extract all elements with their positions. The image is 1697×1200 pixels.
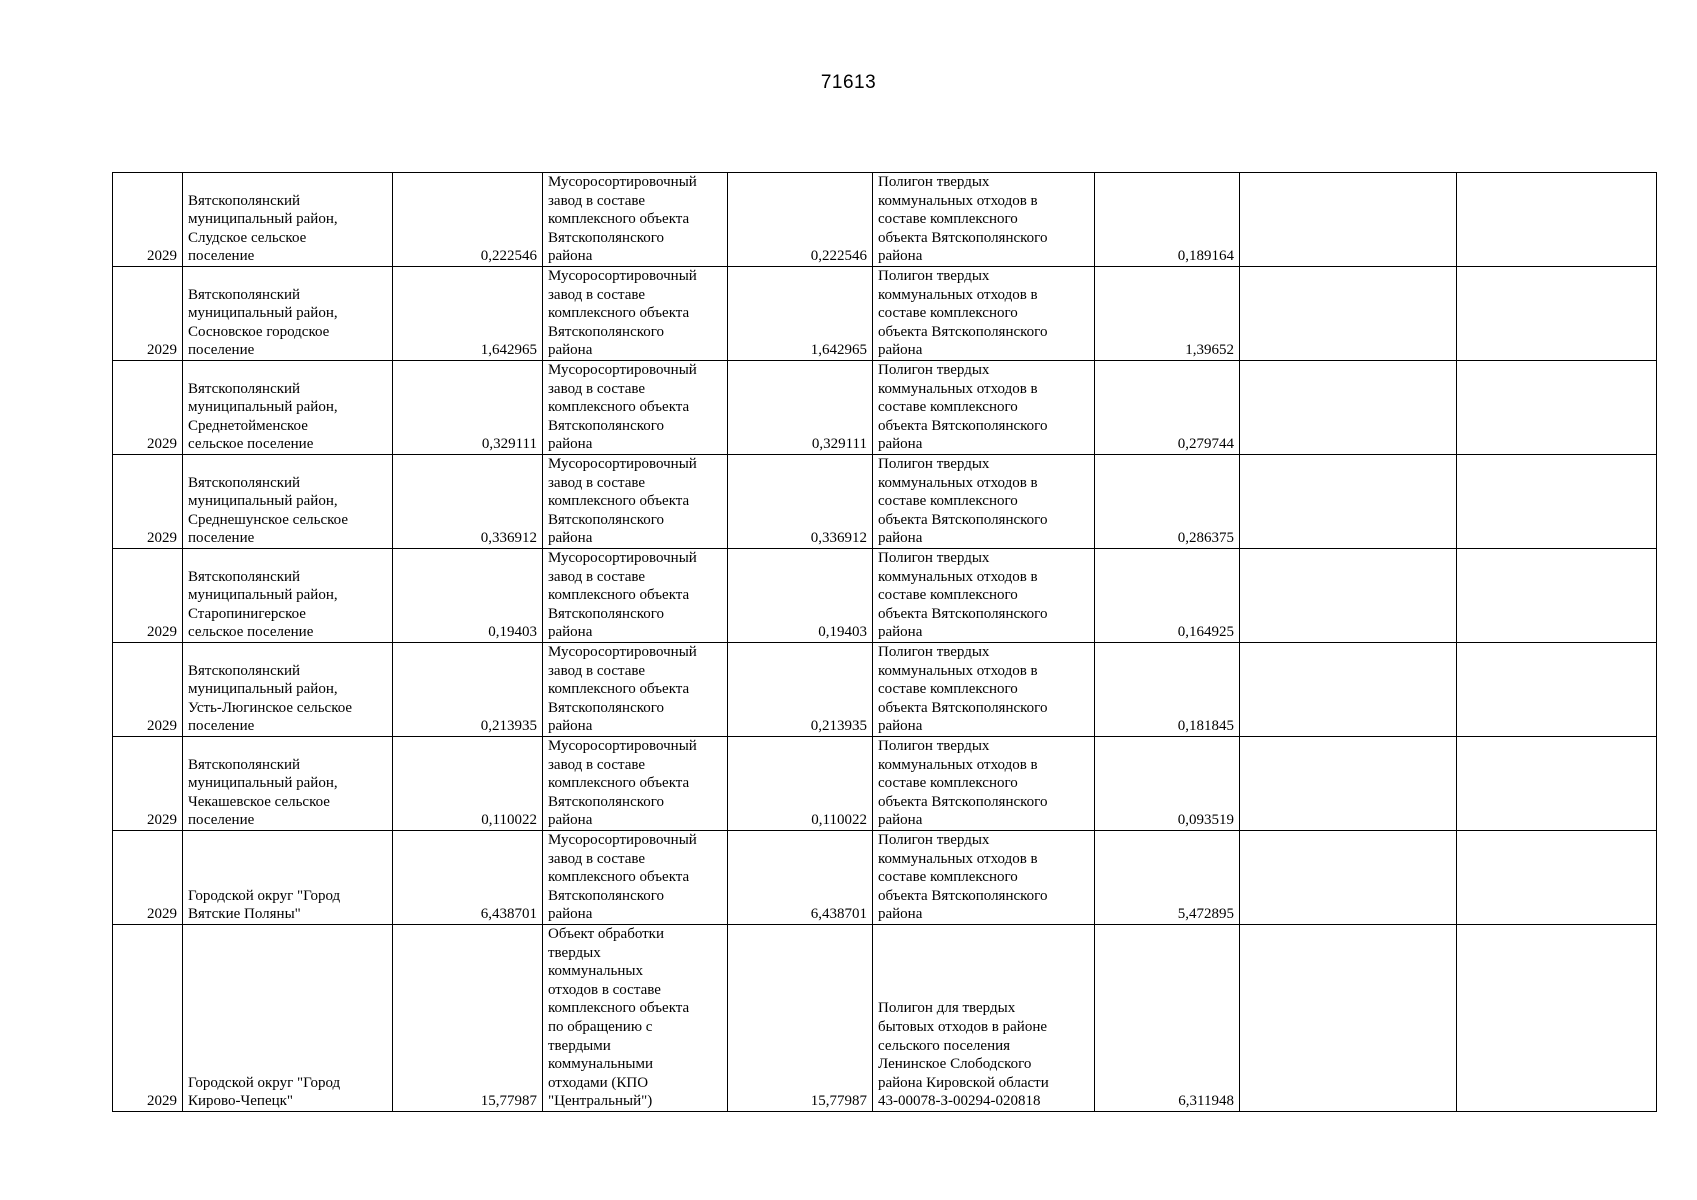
empty-cell: [1457, 361, 1657, 455]
disposal-object-cell: Полигон твердых коммунальных отходов в составе комплексного объекта Вятскополянского района: [873, 643, 1095, 737]
volume-cell: 0,336912: [393, 455, 543, 549]
processing-volume-cell: 0,19403: [728, 549, 873, 643]
empty-cell: [1457, 643, 1657, 737]
disposal-object-cell: Полигон твердых коммунальных отходов в составе комплексного объекта Вятскополянского района: [873, 737, 1095, 831]
territory-cell: Городской округ "Город Кирово-Чепецк": [183, 925, 393, 1112]
processing-volume-cell: 0,336912: [728, 455, 873, 549]
year-cell: 2029: [113, 737, 183, 831]
empty-cell: [1457, 831, 1657, 925]
empty-cell: [1457, 455, 1657, 549]
year-cell: 2029: [113, 925, 183, 1112]
disposal-object-cell: Полигон для твердых бытовых отходов в районе сельского поселения Ленинское Слободского района Кировской области 43-00078-З-00294-020818: [873, 925, 1095, 1112]
territory-cell: Вятскополянский муниципальный район, Среднетойменское сельское поселение: [183, 361, 393, 455]
empty-cell: [1457, 549, 1657, 643]
processing-volume-cell: 0,329111: [728, 361, 873, 455]
territory-cell: Вятскополянский муниципальный район, Чекашевское сельское поселение: [183, 737, 393, 831]
processing-volume-cell: 15,77987: [728, 925, 873, 1112]
year-cell: 2029: [113, 267, 183, 361]
disposal-volume-cell: 0,286375: [1095, 455, 1240, 549]
empty-cell: [1240, 643, 1457, 737]
year-cell: 2029: [113, 831, 183, 925]
volume-cell: 0,213935: [393, 643, 543, 737]
processing-object-cell: Мусоросортировочный завод в составе комплексного объекта Вятскополянского района: [543, 455, 728, 549]
empty-cell: [1457, 737, 1657, 831]
volume-cell: 1,642965: [393, 267, 543, 361]
table-row: [113, 455, 1657, 549]
processing-object-cell: Мусоросортировочный завод в составе комплексного объекта Вятскополянского района: [543, 173, 728, 267]
disposal-object-cell: Полигон твердых коммунальных отходов в составе комплексного объекта Вятскополянского района: [873, 549, 1095, 643]
empty-cell: [1457, 925, 1657, 1112]
disposal-volume-cell: 5,472895: [1095, 831, 1240, 925]
disposal-volume-cell: 0,181845: [1095, 643, 1240, 737]
table-row: [113, 267, 1657, 361]
volume-cell: 15,77987: [393, 925, 543, 1112]
table-row: [113, 925, 1657, 1112]
disposal-volume-cell: 0,093519: [1095, 737, 1240, 831]
disposal-object-cell: Полигон твердых коммунальных отходов в составе комплексного объекта Вятскополянского района: [873, 173, 1095, 267]
territory-cell: Вятскополянский муниципальный район, Среднешунское сельское поселение: [183, 455, 393, 549]
territory-cell: Вятскополянский муниципальный район, Сосновское городское поселение: [183, 267, 393, 361]
page-number: 71613: [820, 72, 877, 93]
empty-cell: [1457, 267, 1657, 361]
volume-cell: 0,19403: [393, 549, 543, 643]
volume-cell: 0,222546: [393, 173, 543, 267]
year-cell: 2029: [113, 643, 183, 737]
disposal-object-cell: Полигон твердых коммунальных отходов в составе комплексного объекта Вятскополянского района: [873, 267, 1095, 361]
disposal-volume-cell: 0,164925: [1095, 549, 1240, 643]
empty-cell: [1240, 831, 1457, 925]
processing-volume-cell: 6,438701: [728, 831, 873, 925]
processing-volume-cell: 0,110022: [728, 737, 873, 831]
disposal-volume-cell: 1,39652: [1095, 267, 1240, 361]
processing-object-cell: Мусоросортировочный завод в составе комплексного объекта Вятскополянского района: [543, 549, 728, 643]
empty-cell: [1240, 267, 1457, 361]
processing-object-cell: Мусоросортировочный завод в составе комплексного объекта Вятскополянского района: [543, 361, 728, 455]
processing-volume-cell: 1,642965: [728, 267, 873, 361]
empty-cell: [1240, 361, 1457, 455]
table-row: [113, 643, 1657, 737]
disposal-object-cell: Полигон твердых коммунальных отходов в составе комплексного объекта Вятскополянского района: [873, 831, 1095, 925]
disposal-volume-cell: 6,311948: [1095, 925, 1240, 1112]
territory-cell: Городской округ "Город Вятские Поляны": [183, 831, 393, 925]
table-row: [113, 173, 1657, 267]
empty-cell: [1240, 173, 1457, 267]
disposal-object-cell: Полигон твердых коммунальных отходов в составе комплексного объекта Вятскополянского района: [873, 361, 1095, 455]
disposal-volume-cell: 0,189164: [1095, 173, 1240, 267]
volume-cell: 0,110022: [393, 737, 543, 831]
table-row: [113, 361, 1657, 455]
empty-cell: [1240, 737, 1457, 831]
processing-volume-cell: 0,222546: [728, 173, 873, 267]
territory-cell: Вятскополянский муниципальный район, Слудское сельское поселение: [183, 173, 393, 267]
processing-object-cell: Мусоросортировочный завод в составе комплексного объекта Вятскополянского района: [543, 643, 728, 737]
table-row: [113, 549, 1657, 643]
disposal-volume-cell: 0,279744: [1095, 361, 1240, 455]
year-cell: 2029: [113, 361, 183, 455]
processing-object-cell: Объект обработки твердых коммунальных отходов в составе комплексного объекта по обращению с твердыми коммунальными отходами (КПО "Центральный"): [543, 925, 728, 1112]
empty-cell: [1240, 549, 1457, 643]
empty-cell: [1240, 455, 1457, 549]
territory-cell: Вятскополянский муниципальный район, Усть-Люгинское сельское поселение: [183, 643, 393, 737]
table-row: [113, 831, 1657, 925]
territory-cell: Вятскополянский муниципальный район, Старопинигерское сельское поселение: [183, 549, 393, 643]
empty-cell: [1457, 173, 1657, 267]
volume-cell: 0,329111: [393, 361, 543, 455]
year-cell: 2029: [113, 549, 183, 643]
processing-object-cell: Мусоросортировочный завод в составе комплексного объекта Вятскополянского района: [543, 831, 728, 925]
empty-cell: [1240, 925, 1457, 1112]
year-cell: 2029: [113, 173, 183, 267]
processing-object-cell: Мусоросортировочный завод в составе комплексного объекта Вятскополянского района: [543, 267, 728, 361]
volume-cell: 6,438701: [393, 831, 543, 925]
waste-flow-table: [112, 172, 1657, 1112]
processing-volume-cell: 0,213935: [728, 643, 873, 737]
year-cell: 2029: [113, 455, 183, 549]
processing-object-cell: Мусоросортировочный завод в составе комплексного объекта Вятскополянского района: [543, 737, 728, 831]
table-row: [113, 737, 1657, 831]
disposal-object-cell: Полигон твердых коммунальных отходов в составе комплексного объекта Вятскополянского района: [873, 455, 1095, 549]
